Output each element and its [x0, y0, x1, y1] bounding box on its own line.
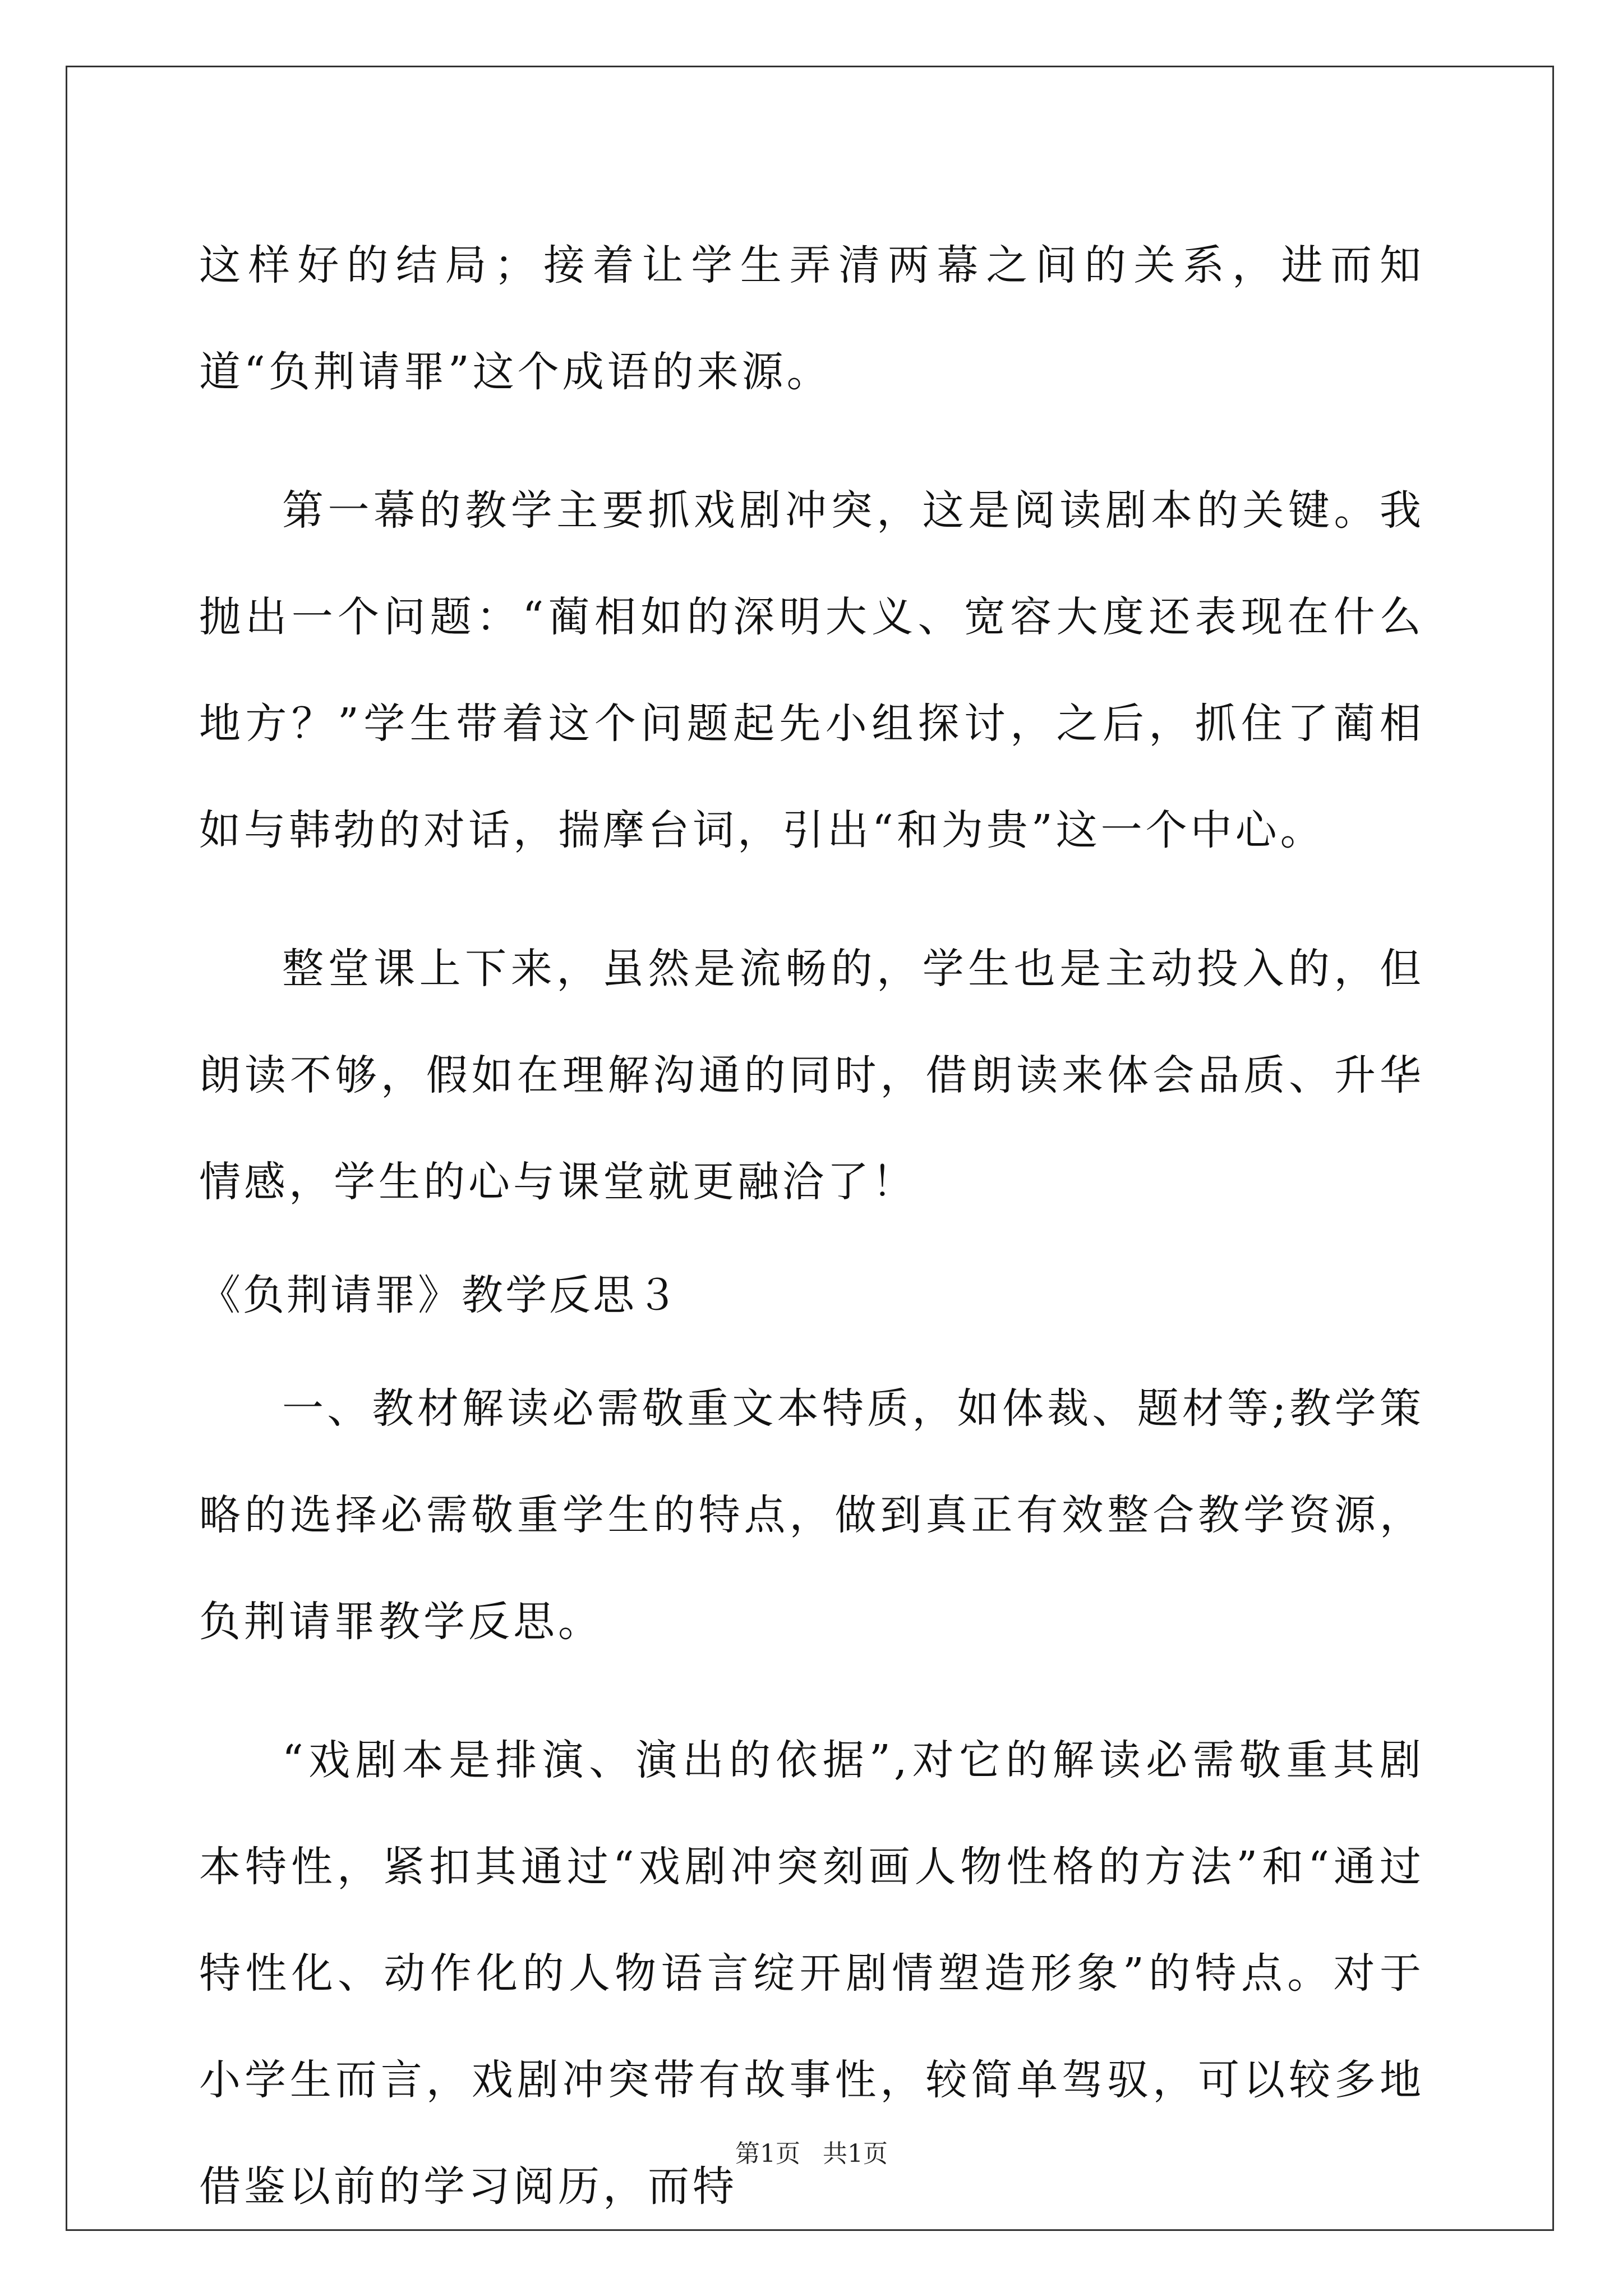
paragraph-2: 第一幕的教学主要抓戏剧冲突，这是阅读剧本的关键。我抛出一个问题：“蔺相如的深明大义、宽容大度还表现在什么地方？”学生带着这个问题起先小组探讨，之后，抓住了蔺相如与韩勃的对话，揣摩台词，引出“和为贵”这一个中心。 [199, 486, 1424, 854]
document-body [199, 212, 1424, 2272]
paragraph-3: 整堂课上下来，虽然是流畅的，学生也是主动投入的，但朗读不够，假如在理解沟通的同时，借朗读来体会品质、升华情感，学生的心与课堂就更融洽了！ [199, 945, 1424, 1206]
paragraph-1: 这样好的结局；接着让学生弄清两幕之间的关系，进而知道“负荆请罪”这个成语的来源。 [199, 241, 1424, 396]
section-paragraph-1: 一、教材解读必需敬重文本特质，如体裁、题材等;教学策略的选择必需敬重学生的特点，做到真正有效整合教学资源，负荆请罪教学反思。 [199, 1384, 1424, 1646]
section-paragraph-2: “戏剧本是排演、演出的依据”,对它的解读必需敬重其剧本特性，紧扣其通过“戏剧冲突刻画人物性格的方法”和“通过特性化、动作化的人物语言绽开剧情塑造形象”的特点。对于小学生而言，戏剧冲突带有故事性，较简单驾驭，可以较多地借鉴以前的学习阅历，而特 [199, 1736, 1424, 2211]
page-total: 共1页 [823, 2139, 888, 2168]
page-footer [0, 2137, 1623, 2171]
page-number: 第1页 [735, 2139, 800, 2168]
section-heading: 《负荆请罪》教学反思３ [199, 1271, 680, 1319]
